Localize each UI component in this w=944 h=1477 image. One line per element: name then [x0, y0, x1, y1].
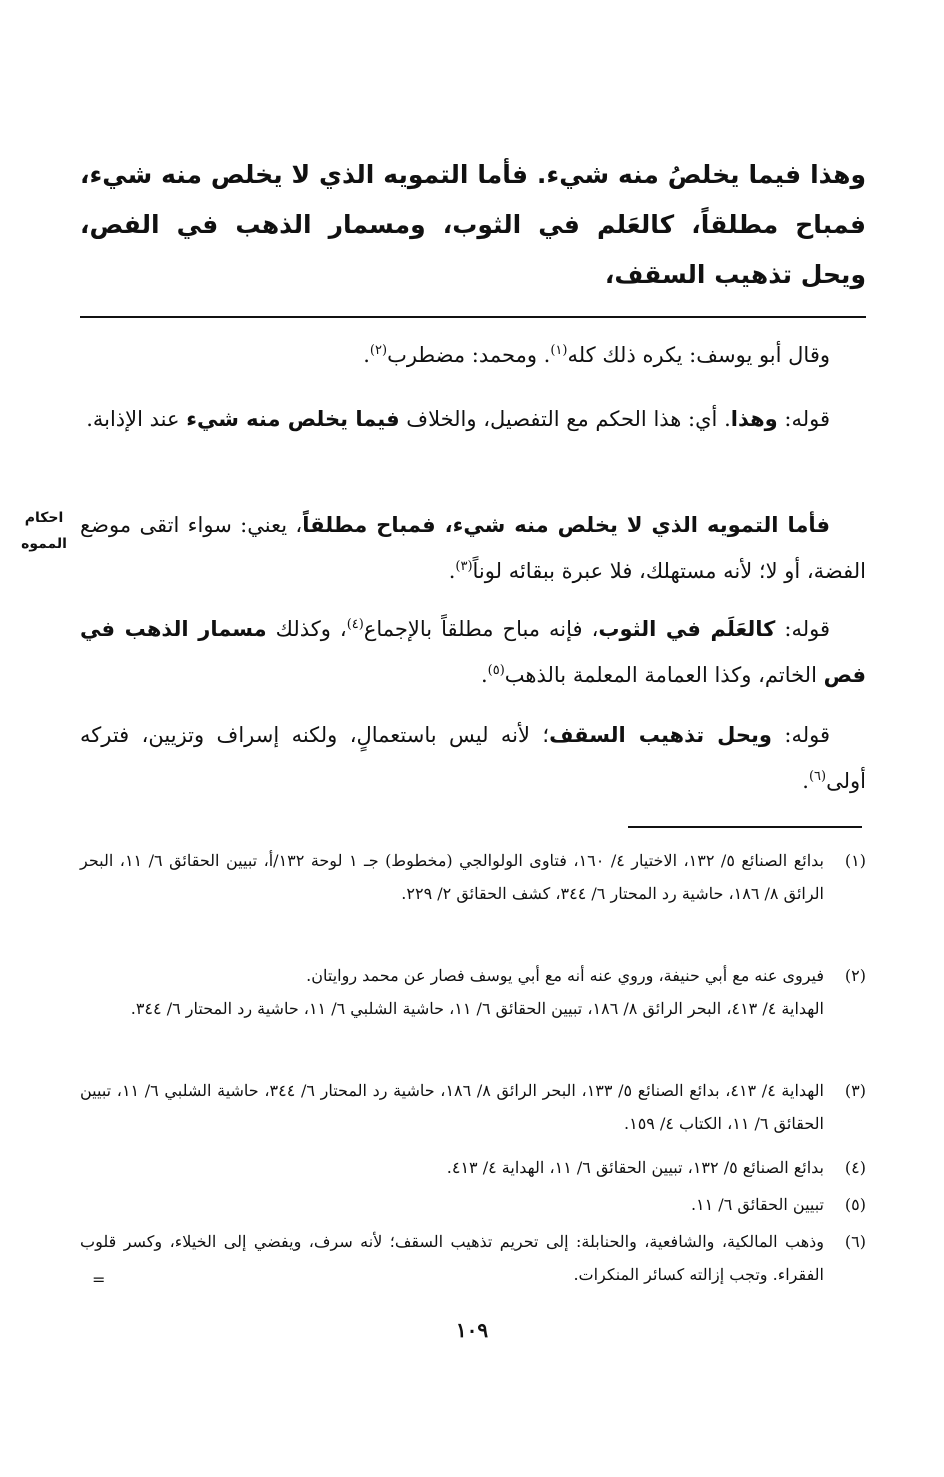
- footnote-3: [80, 1074, 866, 1140]
- footnote-1: [80, 844, 866, 910]
- footnote-number: (٢): [844, 966, 866, 985]
- footnote-2: [80, 959, 866, 1025]
- matn-text: وهذا فيما يخلصُ منه شيء. فأما التمويه الذي لا يخلص منه شيء، فمباح مطلقاً، كالعَلم في الثوب، ومسمار الذهب في الفص، ويحل تذهيب السقف،: [80, 160, 866, 289]
- text-span: وقال أبو يوسف: يكره ذلك كله: [567, 343, 830, 367]
- footnote-number: (٤): [844, 1158, 866, 1177]
- footnote-number: (٦): [844, 1232, 866, 1251]
- text-span: .: [363, 343, 370, 367]
- footnote-5: [80, 1188, 866, 1221]
- text-span: قوله:: [771, 723, 830, 747]
- quoted-matn: فأما التمويه الذي لا يخلص منه شيء، فمباح مطلقاً: [302, 513, 831, 537]
- footnote-text: بدائع الصنائع ٥/ ١٣٢، تبيين الحقائق ٦/ ١١، الهداية ٤/ ٤١٣.: [446, 1158, 824, 1177]
- text-span: .: [802, 769, 809, 793]
- continuation-mark: =: [92, 1270, 106, 1289]
- footnote-ref-1: (١): [550, 343, 568, 358]
- footnote-text: الهداية ٤/ ٤١٣، بدائع الصنائع ٥/ ١٣٣، البحر الرائق ٨/ ١٨٦، حاشية رد المحتار ٦/ ٣٤٤، حاشية الشلبي ٦/ ١١، تبيين الحقائق ٦/ ١١، الكتاب ٤/ ١٥٩.: [80, 1081, 824, 1133]
- quoted-matn: فيما يخلص منه شيء: [186, 407, 400, 431]
- footnote-number: (٣): [844, 1081, 866, 1100]
- margin-heading: [14, 505, 74, 557]
- text-span: . أي: هذا الحكم مع التفصيل، والخلاف: [399, 407, 731, 431]
- footnote-ref-2: (٢): [369, 343, 388, 358]
- commentary-paragraph-3: [80, 502, 866, 594]
- footnote-ref-4: (٤): [346, 617, 364, 632]
- text-span: ، فإنه مباح مطلقاً بالإجماع: [363, 617, 599, 641]
- text-span: عند الإذابة.: [86, 407, 187, 431]
- commentary-paragraph-4: [80, 606, 866, 698]
- footnote-number: (٥): [844, 1195, 866, 1214]
- text-span: ، يعني: سواء اتقى موضع الفضة، أو لا؛ لأنه مستهلك، فلا عبرة ببقائه لوناً: [80, 513, 866, 583]
- text-span: قوله:: [775, 617, 831, 641]
- footnote-ref-3: (٣): [455, 559, 473, 574]
- text-span: .: [448, 559, 456, 583]
- text-span: ، وكذلك: [266, 617, 347, 641]
- footnote-divider: [628, 826, 862, 828]
- footnote-ref-5: (٥): [487, 663, 505, 678]
- footnote-text: تبيين الحقائق ٦/ ١١.: [690, 1195, 824, 1214]
- text-span: قوله:: [777, 407, 830, 431]
- footnote-6: [80, 1225, 866, 1291]
- footnote-text: فيروى عنه مع أبي حنيفة، وروي عنه أنه مع أبي يوسف فصار عن محمد روايتان.: [306, 966, 824, 985]
- quoted-matn: كالعَلَم في الثوب: [598, 617, 776, 641]
- footnote-text: بدائع الصنائع ٥/ ١٣٢، الاختيار ٤/ ١٦٠، فتاوى الولوالجي (مخطوط) جـ ١ لوحة ١٣٢/أ، تبيين الحقائق ٦/ ١١، البحر الرائق ٨/ ١٨٦، حاشية رد المحتار ٦/ ٣٤٤، كشف الحقائق ٢/ ٢٢٩.: [80, 851, 824, 903]
- text-span: .: [480, 663, 488, 687]
- quoted-matn: ويحل تذهيب السقف: [549, 723, 772, 747]
- matn-divider: [80, 316, 866, 318]
- footnote-number: (١): [844, 851, 866, 870]
- quoted-matn: وهذا: [730, 407, 778, 431]
- margin-heading-line-2: المموه: [21, 536, 67, 552]
- quoted-matn: مسمار الذهب في فص: [80, 617, 866, 687]
- commentary-paragraph-2: [80, 396, 866, 442]
- margin-heading-line-1: احكام: [24, 510, 64, 526]
- text-span: ؛ لأنه ليس باستعمالٍ، ولكنه إسراف وتزيين، فتركه أولى: [80, 723, 866, 793]
- footnote-4: [80, 1151, 866, 1184]
- footnote-text-continued: الهداية ٤/ ٤١٣، البحر الرائق ٨/ ١٨٦، تبيين الحقائق ٦/ ١١، حاشية الشلبي ٦/ ١١، حاشية رد المحتار ٦/ ٣٤٤.: [130, 999, 824, 1018]
- footnote-text: وذهب المالكية، والشافعية، والحنابلة: إلى تحريم تذهيب السقف؛ لأنه سرف، ويفضي إلى الخيلاء، وكسر قلوب الفقراء. وتجب إزالته كسائر المنكرات.: [80, 1232, 824, 1284]
- commentary-paragraph-5: [80, 712, 866, 804]
- text-span: الخاتم، وكذا العمامة المعلمة بالذهب: [504, 663, 824, 687]
- text-span: . ومحمد: مضطرب: [387, 343, 551, 367]
- footnote-ref-6: (٦): [808, 769, 827, 784]
- page-number: ١٠٩: [455, 1318, 489, 1342]
- commentary-paragraph-1: [80, 332, 866, 378]
